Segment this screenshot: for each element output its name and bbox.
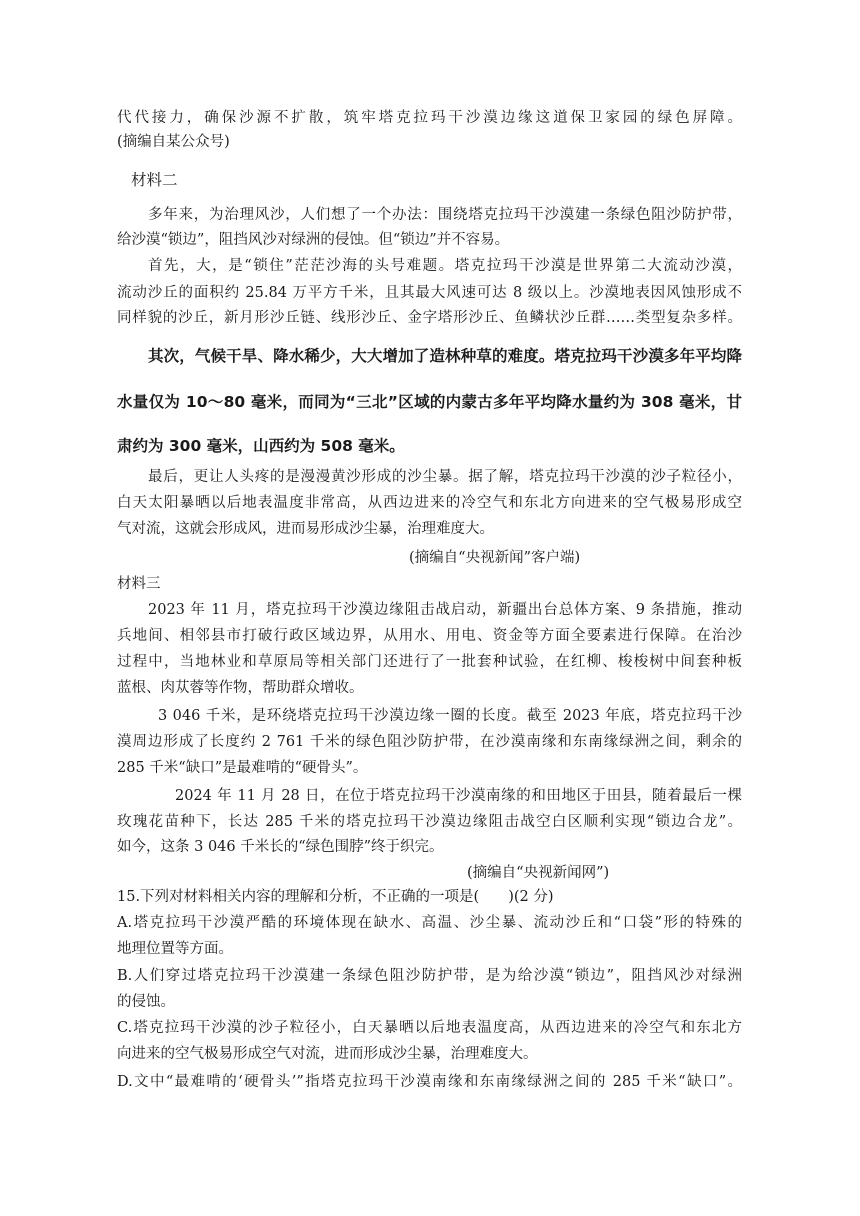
text-line: 多年来，为治理风沙，人们想了一个办法：围绕塔克拉玛干沙漠建一条绿色阻沙防护带， bbox=[148, 207, 742, 223]
text-line-bold: 水量仅为 10～80 毫米，而同为“三北”区域的内蒙古多年平均降水量约为 308 毫米，甘 bbox=[117, 393, 742, 411]
text-line: 兵地间、相邻县市打破行政区域边界，从用水、用电、资金等方面全要素进行保障。在治沙 bbox=[117, 628, 742, 644]
text-line: 玫瑰花苗种下，长达 285 千米的塔克拉玛干沙漠边缘阻击战空白区顺利实现“锁边合龙”。 bbox=[117, 814, 742, 830]
text-line: 285 千米“缺口”是最难啃的“硬骨头”。 bbox=[117, 760, 368, 776]
text-line: 2023 年 11 月，塔克拉玛干沙漠边缘阻击战启动，新疆出台总体方案、9 条措施，推动 bbox=[148, 602, 742, 618]
text-line: 蓝根、肉苁蓉等作物，帮助群众增收。 bbox=[117, 680, 364, 696]
text-line: 2024 年 11 月 28 日，在位于塔克拉玛干沙漠南缘的和田地区于田县，随着最后一棵 bbox=[175, 788, 742, 804]
text-line-bold: 肃约为 300 毫米，山西约为 508 毫米。 bbox=[117, 437, 405, 455]
source-note: (摘编自某公众号) bbox=[117, 134, 230, 150]
source-note: (摘编自“央视新闻网”) bbox=[467, 865, 610, 881]
text-line: 最后，更让人头疼的是漫漫黄沙形成的沙尘暴。据了解，塔克拉玛干沙漠的沙子粒径小， bbox=[148, 469, 742, 485]
text-line: 白天太阳暴晒以后地表温度非常高，从西边进来的冷空气和东北方向进来的空气极易形成空 bbox=[117, 495, 742, 511]
text-line: 气对流，这就会形成风，进而易形成沙尘暴，治理难度大。 bbox=[117, 521, 494, 537]
text-line: 流动沙丘的面积约 25.84 万平方千米，且其最大风速可达 8 级以上。沙漠地表因风蚀形成不 bbox=[117, 285, 742, 301]
source-note: (摘编自“央视新闻”客户端) bbox=[409, 550, 581, 566]
text-line: 如今，这条 3 046 千米长的“绿色围脖”终于织完。 bbox=[117, 839, 444, 855]
text-line: 漠周边形成了长度约 2 761 千米的绿色阻沙防护带，在沙漠南缘和东南缘绿洲之间，剩余的 bbox=[117, 734, 742, 750]
answer-option-c: C.塔克拉玛干沙漠的沙子粒径小，白天暴晒以后地表温度高，从西边进来的冷空气和东北方 bbox=[117, 1020, 742, 1036]
answer-option-a: A.塔克拉玛干沙漠严酷的环境体现在缺水、高温、沙尘暴、流动沙丘和“口袋”形的特殊的 bbox=[117, 915, 742, 931]
text-line-bold: 其次，气候干旱、降水稀少，大大增加了造林种草的难度。塔克拉玛干沙漠多年平均降 bbox=[148, 347, 742, 365]
text-line: 3 046 千米，是环绕塔克拉玛干沙漠边缘一圈的长度。截至 2023 年底，塔克拉玛干沙 bbox=[158, 708, 742, 724]
text-line: 代代接力，确保沙源不扩散，筑牢塔克拉玛干沙漠边缘这道保卫家园的绿色屏障。 bbox=[117, 110, 742, 126]
answer-option-b: B.人们穿过塔克拉玛干沙漠建一条绿色阻沙防护带，是为给沙漠“锁边”，阻挡风沙对绿洲 bbox=[117, 968, 742, 984]
section-heading: 材料三 bbox=[117, 576, 161, 592]
answer-option-c-cont: 向进来的空气极易形成空气对流，进而形成沙尘暴，治理难度大。 bbox=[117, 1046, 538, 1062]
text-line: 给沙漠“锁边”，阻挡风沙对绿洲的侵蚀。但“锁边”并不容易。 bbox=[117, 232, 510, 248]
section-heading: 材料二 bbox=[131, 171, 178, 189]
answer-option-a-cont: 地理位置等方面。 bbox=[117, 941, 233, 957]
question-stem: 15.下列对材料相关内容的理解和分析，不正确的一项是( )(2 分) bbox=[117, 889, 554, 905]
answer-option-d: D.文中“最难啃的‘硬骨头’”指塔克拉玛干沙漠南缘和东南缘绿洲之间的 285 千米“缺口”。 bbox=[117, 1074, 742, 1090]
answer-option-b-cont: 的侵蚀。 bbox=[117, 994, 175, 1010]
text-line: 同样貌的沙丘，新月形沙丘链、线形沙丘、金字塔形沙丘、鱼鳞状沙丘群……类型复杂多样。 bbox=[117, 310, 742, 326]
text-line: 首先，大，是“锁住”茫茫沙海的头号难题。塔克拉玛干沙漠是世界第二大流动沙漠， bbox=[148, 258, 742, 274]
text-line: 过程中，当地林业和草原局等相关部门还进行了一批套种试验，在红柳、梭梭树中间套种板 bbox=[117, 654, 742, 670]
